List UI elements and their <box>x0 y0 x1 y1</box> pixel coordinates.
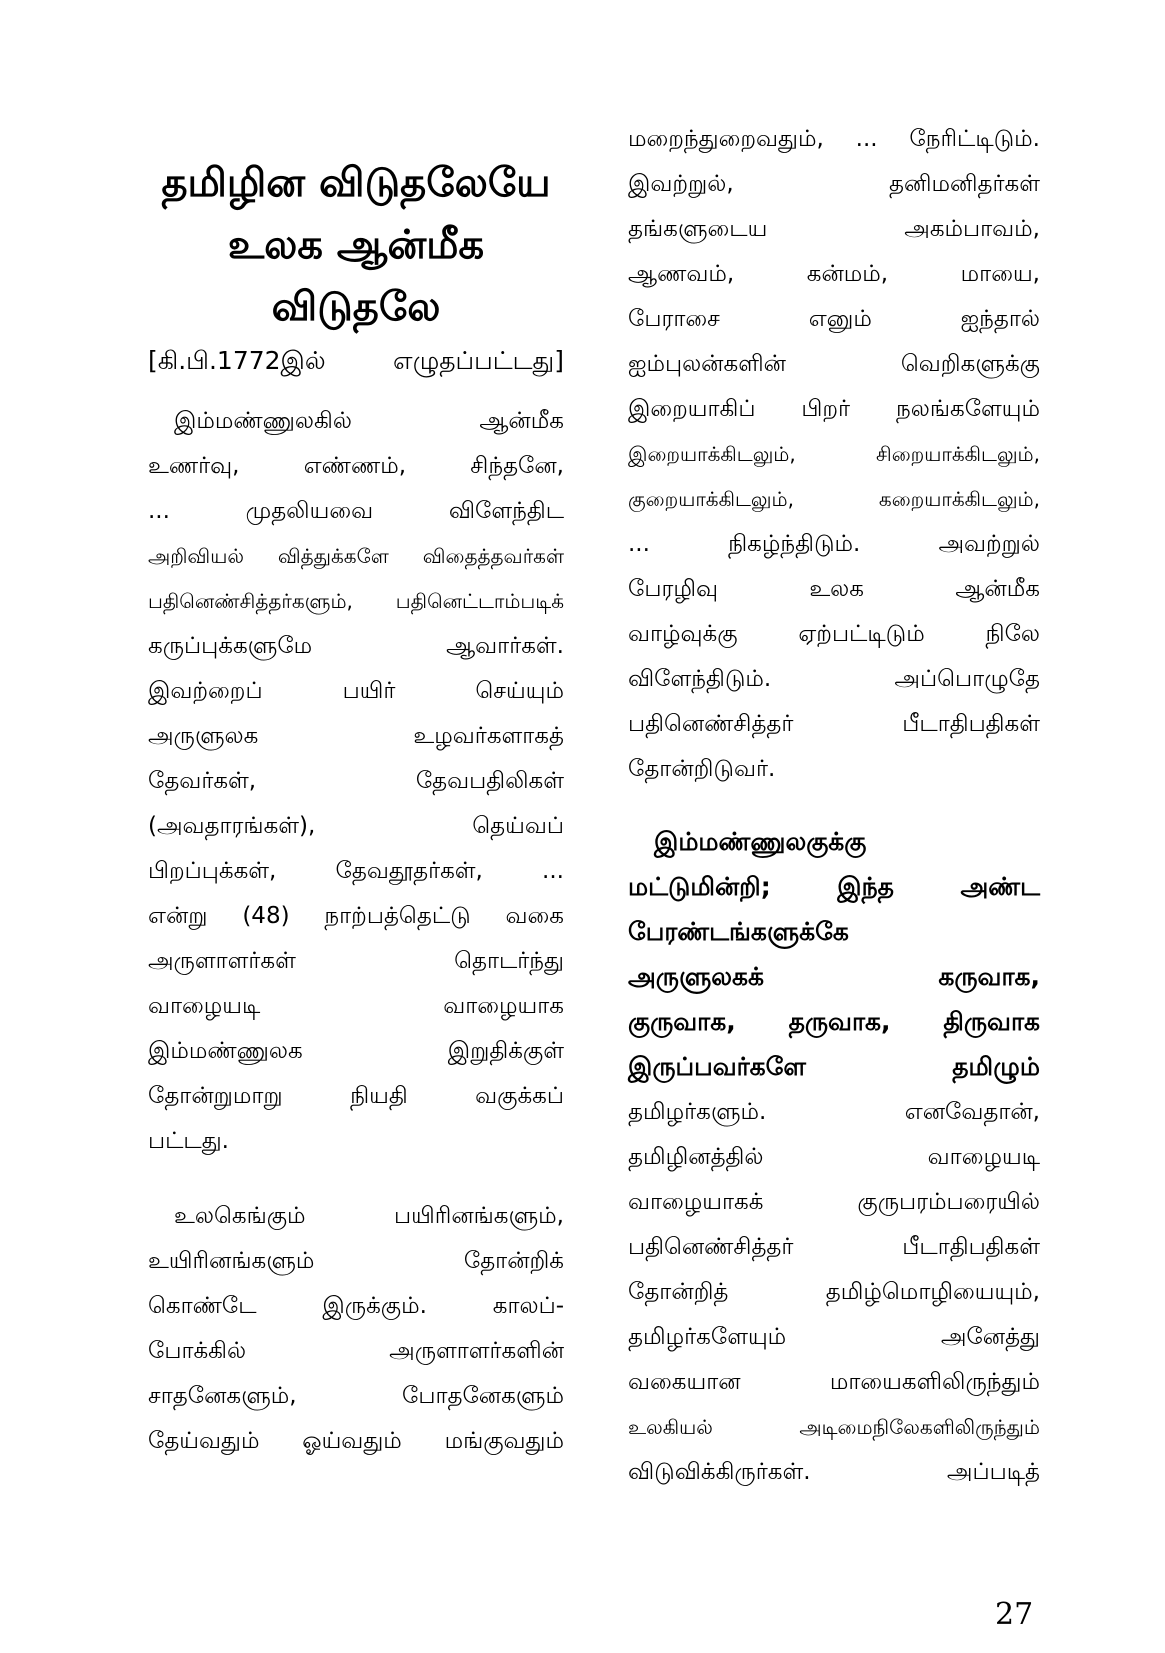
text-line: இம்மண்ணுலக இறுதிக்குள் <box>148 1038 564 1064</box>
article-subtitle: [கி.பி.1772இல் எழுதப்பட்டது] <box>148 346 564 375</box>
text-line: அருளுலகக் கருவாக, <box>628 962 1040 991</box>
text-line: விளேந்திடும். அப்பொழுதே <box>628 666 1040 692</box>
text-line: பிறப்புக்கள், தேவதூதர்கள், ... <box>148 858 564 884</box>
text-line: தேய்வதும் ஓய்வதும் மங்குவதும் <box>148 1428 564 1454</box>
text-line: மட்டுமின்றி; இந்த அண்ட <box>628 872 1040 901</box>
text-line: தங்களுடைய அகம்பாவம், <box>628 216 1040 242</box>
text-line: இவற்றைப் பயிர் செய்யும் <box>148 678 564 704</box>
text-line: உயிரினங்களும் தோன்றிக் <box>148 1248 564 1274</box>
text-line: குருவாக, தருவாக, திருவாக <box>628 1007 1040 1036</box>
text-line: தமிழர்களும். எனவேதான், <box>628 1099 1040 1125</box>
text-line: ஆணவம், கன்மம், மாயை, <box>628 261 1040 287</box>
text-line: குறையாக்கிடலும், கறையாக்கிடலும், <box>628 487 1040 511</box>
text-line: வாழ்வுக்கு ஏற்பட்டிடும் நிலே <box>628 621 1040 647</box>
text-line: இறையாகிப் பிறர் நலங்களேயும் <box>628 396 1040 422</box>
text-line: என்று (48) நாற்பத்தெட்டு வகை <box>148 903 564 929</box>
text-line: வாழையாகக் குருபரம்பரையில் <box>628 1189 1040 1215</box>
text-line: பேரண்டங்களுக்கே <box>628 917 849 946</box>
text-line: உலகியல் அடிமைநிலேகளிலிருந்தும் <box>628 1415 1040 1439</box>
text-line: ... நிகழ்ந்திடும். அவற்றுல் <box>628 531 1040 557</box>
text-line: பதினெண்சித்தர் பீடாதிபதிகள் <box>628 711 1040 737</box>
text-line: கருப்புக்களுமே ஆவார்கள். <box>148 633 564 659</box>
text-line: மறைந்துறைவதும், ... நேரிட்டிடும். <box>628 126 1040 152</box>
text-line: இம்மண்ணுலகுக்கு <box>654 827 867 856</box>
article-title-line-2: உலக ஆன்மீக <box>227 222 485 268</box>
text-line: கொண்டே இருக்கும். காலப்- <box>148 1293 564 1319</box>
text-line: உணர்வு, எண்ணம், சிந்தனே, <box>148 453 564 479</box>
text-line: ... முதலியவை விளேந்திட <box>148 498 564 524</box>
text-line: (அவதாரங்கள்), தெய்வப் <box>148 813 564 839</box>
text-line: இவற்றுல், தனிமனிதர்கள் <box>628 171 1040 197</box>
text-line: இறையாக்கிடலும், சிறையாக்கிடலும், <box>628 442 1040 466</box>
text-line: சாதனேகளும், போதனேகளும் <box>148 1383 564 1409</box>
text-line: உலகெங்கும் பயிரினங்களும், <box>174 1203 564 1229</box>
text-line: வகையான மாயைகளிலிருந்தும் <box>628 1369 1040 1395</box>
text-line: பதினெண்சித்தர்களும், பதினெட்டாம்படிக் <box>148 589 564 613</box>
page-number: 27 <box>995 1597 1034 1632</box>
text-line: பேரழிவு உலக ஆன்மீக <box>628 576 1040 602</box>
text-line: தேவர்கள், தேவபதிலிகள் <box>148 768 564 794</box>
text-line: இம்மண்ணுலகில் ஆன்மீக <box>174 408 564 434</box>
text-line: ஐம்புலன்களின் வெறிகளுக்கு <box>628 351 1040 377</box>
text-line: போக்கில் அருளாளர்களின் <box>148 1338 564 1364</box>
text-line: தமிழினத்தில் வாழையடி <box>628 1144 1040 1170</box>
text-line: தமிழர்களேயும் அனேத்து <box>628 1324 1040 1350</box>
text-line: அருளுலக உழவர்களாகத் <box>148 723 564 749</box>
article-title-line-1: தமிழின விடுதலேயே <box>161 160 551 206</box>
text-line: விடுவிக்கிருர்கள். அப்படித் <box>628 1459 1040 1485</box>
text-line: பட்டது. <box>148 1128 229 1154</box>
text-line: இருப்பவர்களே தமிழும் <box>628 1052 1040 1081</box>
text-line: தோன்றுமாறு நியதி வகுக்கப் <box>148 1083 564 1109</box>
text-line: தோன்றித் தமிழ்மொழியையும், <box>628 1279 1040 1305</box>
text-line: பேராசை எனும் ஐந்தால் <box>628 306 1040 332</box>
text-line: பதினெண்சித்தர் பீடாதிபதிகள் <box>628 1234 1040 1260</box>
text-line: தோன்றிடுவர். <box>628 756 776 782</box>
text-line: அருளாளர்கள் தொடர்ந்து <box>148 948 564 974</box>
text-line: வாழையடி வாழையாக <box>148 993 564 1019</box>
article-title-line-3: விடுதலே <box>271 284 441 330</box>
text-line: அறிவியல் வித்துக்களே விதைத்தவர்கள் <box>148 544 564 568</box>
